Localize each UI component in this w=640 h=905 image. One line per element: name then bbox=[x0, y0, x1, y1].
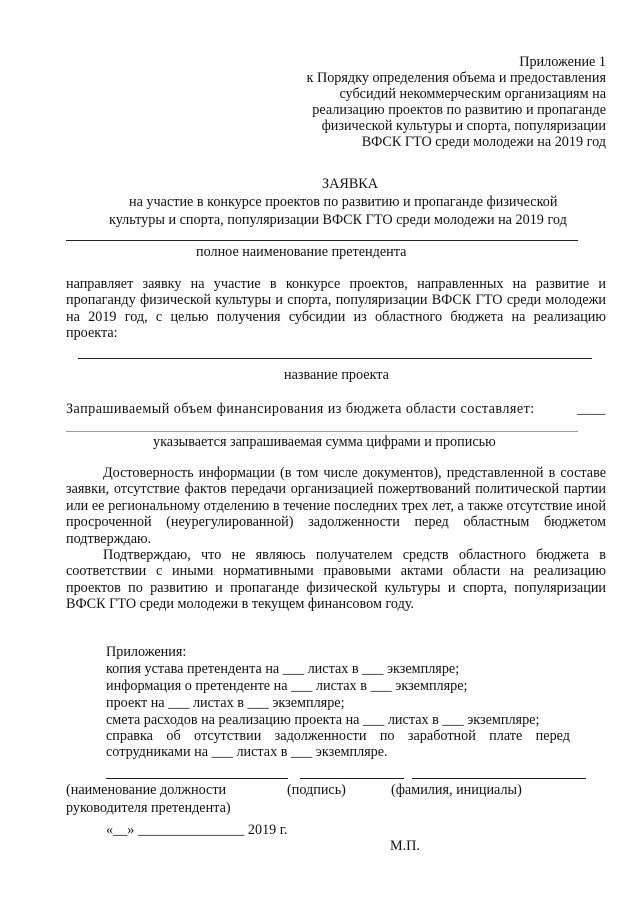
header-line-2: к Порядку определения объема и предоставления bbox=[306, 70, 606, 86]
project-name-blank[interactable] bbox=[78, 358, 592, 359]
attachment-item: смета расходов на реализацию проекта на ___ листах в ___ экземпляре; bbox=[106, 712, 540, 728]
stamp-label: М.П. bbox=[390, 838, 420, 854]
signature-label: (подпись) bbox=[287, 782, 346, 798]
applicant-name-blank[interactable] bbox=[66, 240, 578, 241]
header-line-3: субсидий некоммерческим организациям на bbox=[339, 86, 606, 102]
position-label: (наименование должности bbox=[66, 782, 227, 798]
date-line[interactable]: «__» _______________ 2019 г. bbox=[106, 822, 288, 838]
full-name-blank[interactable] bbox=[412, 778, 586, 779]
name-label: (фамилия, инициалы) bbox=[391, 782, 522, 798]
attachment-item: копия устава претендента на ___ листах в ___ экземпляре; bbox=[106, 661, 460, 677]
confirmation-block bbox=[66, 465, 606, 613]
funding-caption: указывается запрашиваемая сумма цифрами и прописью bbox=[153, 434, 496, 450]
subtitle-line-2: культуры и спорта, популяризации ВФСК ГТО среди молодежи на 2019 год bbox=[109, 212, 567, 228]
header-line-5: физической культуры и спорта, популяризации bbox=[321, 118, 606, 134]
attachments-heading: Приложения: bbox=[106, 644, 187, 660]
position-label-2: руководителя претендента) bbox=[66, 800, 231, 816]
funding-amount-blank[interactable]: ____ bbox=[577, 401, 606, 417]
signature-blank[interactable] bbox=[300, 778, 404, 779]
position-signature-blank[interactable] bbox=[106, 778, 288, 779]
confirm-paragraph-1: Достоверность информации (в том числе документов), представленной в составе заявки, отсутствие фактов передачи организацией пожертвований политической партии или ее региональному отделению в течение последних трех лет, а также отсутствие иной просроченной (неурегулированной) задолженности перед областным бюджетом подтверждаю. bbox=[66, 465, 606, 547]
applicant-name-caption: полное наименование претендента bbox=[196, 244, 407, 260]
project-name-caption: название проекта bbox=[284, 367, 389, 383]
attachment-item: информация о претенденте на ___ листах в ___ экземпляре; bbox=[106, 678, 468, 694]
attachment-item-last bbox=[106, 728, 570, 761]
attachment-item: проект на ___ листах в ___ экземпляре; bbox=[106, 695, 345, 711]
intro-text: направляет заявку на участие в конкурсе проектов, направленных на развитие и пропаганду физической культуры и спорта, популяризации ВФСК ГТО среди молодежи на 2019 год, с целью получения субсидии из областного бюджета на реализацию проекта: bbox=[66, 276, 606, 342]
funding-text: Запрашиваемый объем финансирования из бюджета области составляет: bbox=[66, 401, 535, 417]
attachment-item-last-text: справка об отсутствии задолженности по заработной плате перед сотрудниками на ___ листах в ___ экземпляре. bbox=[106, 728, 570, 761]
subtitle-line-1: на участие в конкурсе проектов по развитию и пропаганде физической bbox=[129, 194, 558, 210]
confirm-paragraph-2: Подтверждаю, что не являюсь получателем средств областного бюджета в соответствии с иными нормативными правовыми актами области на реализацию проектов по развитию и пропаганде физической культуры и спорта, популяризации ВФСК ГТО среди молодежи в текущем финансовом году. bbox=[66, 547, 606, 613]
header-line-1: Приложение 1 bbox=[519, 54, 606, 70]
intro-paragraph bbox=[66, 276, 606, 342]
funding-sum-blank[interactable] bbox=[66, 431, 578, 432]
header-line-6: ВФСК ГТО среди молодежи на 2019 год bbox=[361, 134, 606, 150]
document-title: ЗАЯВКА bbox=[322, 176, 378, 192]
header-line-4: реализацию проектов по развитию и пропаганде bbox=[312, 102, 606, 118]
